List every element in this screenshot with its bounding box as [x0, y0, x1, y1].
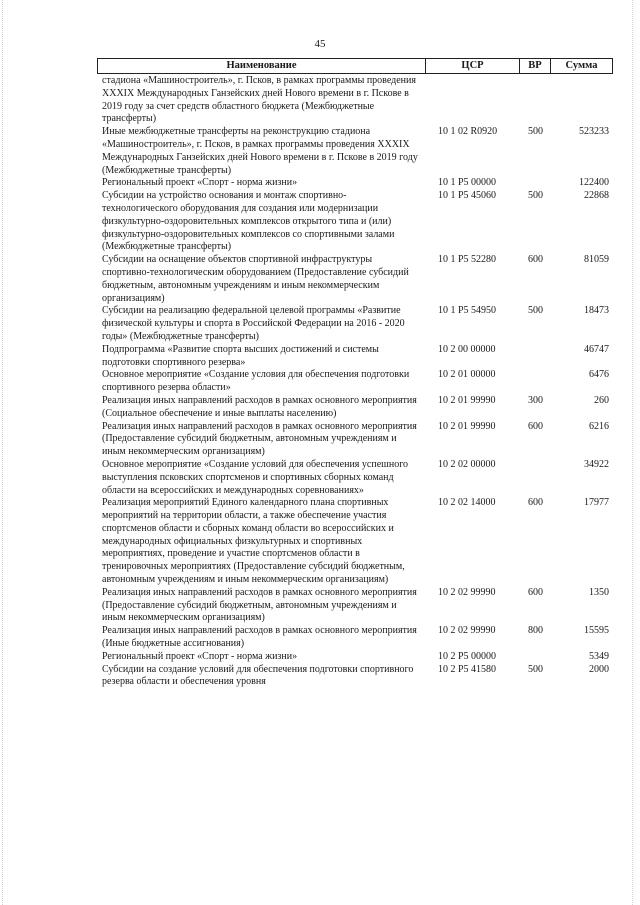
- row-vr: 500: [528, 663, 543, 675]
- row-sum: 260: [594, 394, 609, 406]
- row-csr: [426, 75, 520, 126]
- table-row: [98, 369, 613, 395]
- row-sum: 6216: [589, 420, 609, 432]
- table-row: [98, 254, 613, 305]
- row-name: стадиона «Машиностроитель», г. Псков, в рамках программы проведения XXXIX Международных Ганзейских дней Нового времени в г. Пскове в 2019 году за счет средств областного бюджета (Межбюджетные трансферты): [102, 75, 416, 125]
- header-csr: ЦСР: [425, 58, 520, 74]
- budget-table-body: [98, 75, 613, 689]
- row-csr: 10 2 P5 00000: [438, 650, 497, 662]
- row-sum: 18473: [584, 305, 609, 317]
- table-row: [98, 177, 613, 190]
- header-sum: Сумма: [550, 58, 613, 74]
- table-row: [98, 305, 613, 343]
- row-vr: 500: [528, 305, 543, 317]
- table-row: [98, 421, 613, 459]
- row-vr: 500: [528, 126, 543, 138]
- page-number: 45: [314, 38, 326, 50]
- scan-edge-right: [632, 0, 634, 905]
- row-vr: [520, 75, 551, 126]
- row-name: Региональный проект «Спорт - норма жизни»: [102, 650, 298, 662]
- row-sum: 17977: [584, 497, 609, 509]
- row-vr: 800: [528, 625, 543, 637]
- row-vr: [520, 459, 551, 497]
- table-row: [98, 651, 613, 664]
- row-name: Реализация иных направлений расходов в рамках основного мероприятия (Социальное обеспечение и иные выплаты населению): [102, 394, 417, 419]
- row-vr: [520, 177, 551, 190]
- scan-edge-left: [2, 0, 4, 905]
- row-sum: 22868: [584, 190, 609, 202]
- row-vr: [520, 344, 551, 370]
- header-vr: ВР: [519, 58, 551, 74]
- row-csr: 10 1 02 R0920: [438, 126, 498, 138]
- row-vr: 600: [528, 420, 543, 432]
- row-csr: 10 1 P5 54950: [438, 305, 497, 317]
- row-csr: 10 1 P5 52280: [438, 254, 497, 266]
- row-csr: 10 2 00 00000: [438, 343, 496, 355]
- row-csr: 10 2 02 00000: [438, 458, 496, 470]
- row-vr: 600: [528, 586, 543, 598]
- row-vr: [520, 651, 551, 664]
- row-name: Субсидии на устройство основания и монтаж спортивно-технологического оборудования для создания или модернизации физкультурно-оздоровительных комплексов открытого типа и (или) физкультурно-оздоровительных комплексов со спортивными залами (Межбюджетные трансферты): [102, 190, 395, 253]
- row-sum: 15595: [584, 625, 609, 637]
- table-row: [98, 126, 613, 177]
- table-row: [98, 75, 613, 126]
- table-header: [98, 58, 613, 73]
- row-csr: 10 2 P5 41580: [438, 663, 497, 675]
- header-name: Наименование: [97, 58, 426, 74]
- table-row: [98, 587, 613, 625]
- row-csr: 10 2 02 14000: [438, 497, 496, 509]
- row-name: Реализация иных направлений расходов в рамках основного мероприятия (Предоставление субсидий бюджетным, автономным учреждениям и иным некоммерческим организациям): [102, 586, 417, 624]
- table-row: [98, 497, 613, 587]
- row-name: Реализация иных направлений расходов в рамках основного мероприятия (Предоставление субсидий бюджетным, автономным учреждениям и иным некоммерческим организациям): [102, 420, 417, 458]
- row-sum: 2000: [589, 663, 609, 675]
- row-sum: 122400: [579, 177, 609, 189]
- row-name: Иные межбюджетные трансферты на реконструкцию стадиона «Машиностроитель», г. Псков, в рамках программы проведения XXXIX Международных Ганзейских дней Нового времени в г. Пскове в 2019 году (Межбюджетные трансферты): [102, 126, 418, 176]
- row-name: Реализация иных направлений расходов в рамках основного мероприятия (Иные бюджетные ассигнования): [102, 625, 417, 650]
- row-name: Региональный проект «Спорт - норма жизни»: [102, 177, 298, 189]
- table-row: [98, 625, 613, 651]
- row-csr: 10 1 P5 45060: [438, 190, 497, 202]
- row-vr: 600: [528, 254, 543, 266]
- row-csr: 10 1 P5 00000: [438, 177, 497, 189]
- row-csr: 10 2 02 99990: [438, 625, 496, 637]
- row-vr: [520, 369, 551, 395]
- row-sum: 5349: [589, 650, 609, 662]
- row-sum: 81059: [584, 254, 609, 266]
- table-row: [98, 664, 613, 690]
- row-csr: 10 2 02 99990: [438, 586, 496, 598]
- table-row: [98, 395, 613, 421]
- row-vr: 500: [528, 190, 543, 202]
- row-name: Реализация мероприятий Единого календарного плана спортивных мероприятий на территории области, а также обеспечение участия спортсменов области и сборных команд области во всероссийских и международных официальных физкультурных и спортивных мероприятиях, проведение и участие спортсменов области в тренировочных мероприятиях (Предоставление субсидий бюджетным, автономным учреждениям и иным некоммерческим организациям): [102, 497, 405, 586]
- row-name: Субсидии на создание условий для обеспечения подготовки спортивного резерва области и обеспечения уровня: [102, 663, 414, 688]
- row-name: Субсидии на оснащение объектов спортивной инфраструктуры спортивно-технологическим оборудованием (Предоставление субсидий бюджетным, автономным учреждениям и иным некоммерческим организациям): [102, 254, 409, 304]
- table-row: [98, 344, 613, 370]
- row-name: Основное мероприятие «Создание условия для обеспечения подготовки спортивного резерва области»: [102, 369, 410, 394]
- row-sum: 523233: [579, 126, 609, 138]
- row-name: Субсидии на реализацию федеральной целевой программы «Развитие физической культуры и спорта в Российской Федерации на 2016 - 2020 годы» (Межбюджетные трансферты): [102, 305, 405, 342]
- table-row: [98, 459, 613, 497]
- table-row: [98, 190, 613, 254]
- row-sum: 34922: [584, 458, 609, 470]
- row-csr: 10 2 01 99990: [438, 394, 496, 406]
- row-csr: 10 2 01 99990: [438, 420, 496, 432]
- row-vr: 600: [528, 497, 543, 509]
- row-csr: 10 2 01 00000: [438, 369, 496, 381]
- row-sum: 1350: [589, 586, 609, 598]
- row-sum: 46747: [584, 343, 609, 355]
- row-sum: 6476: [589, 369, 609, 381]
- row-vr: 300: [528, 394, 543, 406]
- row-name: Подпрограмма «Развитие спорта высших достижений и системы подготовки спортивного резерва»: [102, 343, 379, 368]
- row-sum: [551, 75, 613, 126]
- row-name: Основное мероприятие «Создание условий для обеспечения успешного выступления псковских спортсменов и спортивных сборных команд области на всероссийских и международных соревнованиях»: [102, 458, 409, 496]
